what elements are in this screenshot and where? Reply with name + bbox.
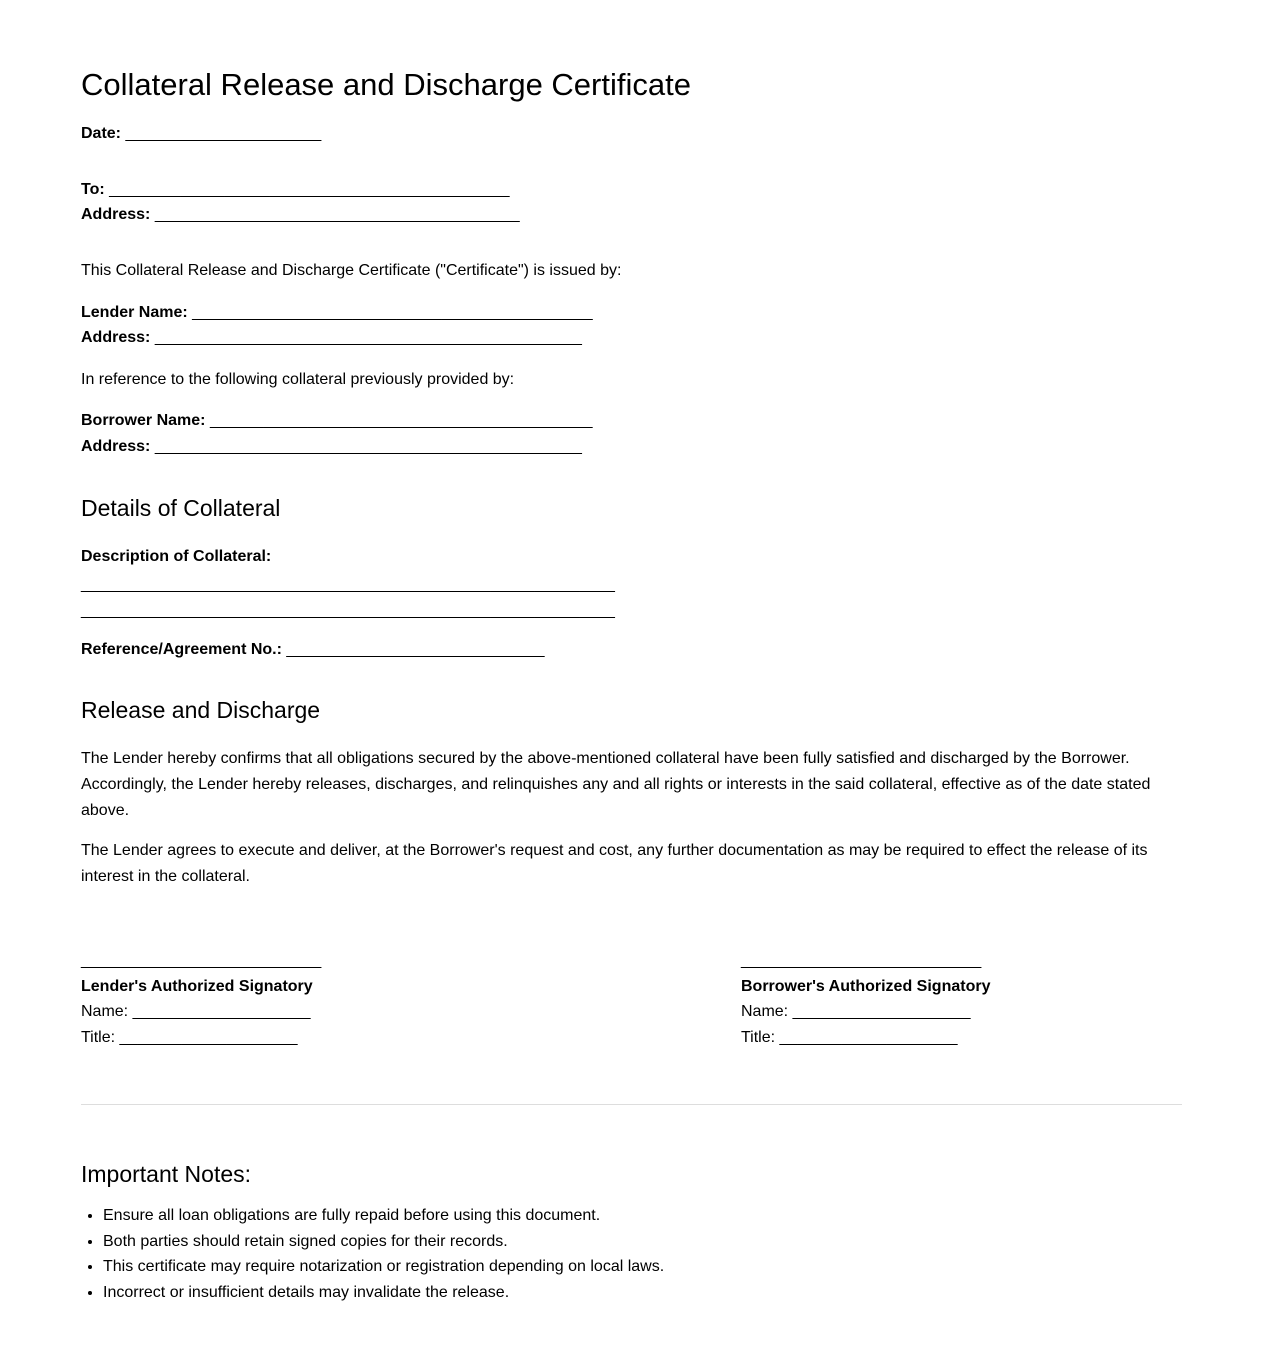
borrower-signature-block bbox=[741, 948, 990, 1050]
details-heading: Details of Collateral bbox=[81, 495, 281, 521]
reference-number-blank: _____________________________ bbox=[286, 641, 545, 658]
description-line-2: ____________________________________________________________ bbox=[81, 602, 615, 619]
borrower-signatory-name-label: Name: bbox=[741, 1003, 789, 1020]
lender-name-label: Lender Name: bbox=[81, 304, 188, 321]
recipient-address-blank: _________________________________________ bbox=[154, 206, 520, 223]
borrower-signatory-name-blank: ____________________ bbox=[792, 1003, 971, 1020]
lender-signature-line: ___________________________ bbox=[81, 952, 322, 969]
date-blank: ______________________ bbox=[125, 125, 322, 142]
lender-signature-block bbox=[81, 948, 321, 1050]
borrower-signatory-title: Borrower's Authorized Signatory bbox=[741, 977, 991, 995]
borrower-name-field bbox=[81, 411, 593, 431]
document-title: Collateral Release and Discharge Certificate bbox=[81, 67, 691, 102]
section-divider bbox=[81, 1104, 1182, 1105]
reference-number-label: Reference/Agreement No.: bbox=[81, 641, 282, 658]
lender-address-field bbox=[81, 328, 582, 348]
to-field bbox=[81, 180, 510, 200]
borrower-signatory-position bbox=[741, 1025, 990, 1051]
lender-signatory-position-blank: ____________________ bbox=[119, 1028, 298, 1046]
lender-signatory-position-label: Title: bbox=[81, 1028, 116, 1046]
release-paragraph-1: The Lender hereby confirms that all obligations secured by the above-mentioned collateral have been fully satisfied and discharged by the Borrower. Accordingly, the Lender hereby releases, discharges, and relinquishes any and all rights or interests in the said collateral, effective as of the date stated above. bbox=[81, 750, 1151, 819]
notes-list bbox=[81, 1203, 664, 1306]
borrower-name-blank: ___________________________________________ bbox=[209, 412, 593, 429]
lender-address-label: Address: bbox=[81, 329, 151, 346]
description-line-1: ____________________________________________________________ bbox=[81, 576, 615, 593]
borrower-address-blank: ________________________________________________ bbox=[154, 438, 582, 455]
lender-signatory-name-label: Name: bbox=[81, 1003, 129, 1020]
reference-number-field bbox=[81, 640, 544, 660]
lender-signatory-position bbox=[81, 1025, 321, 1051]
note-item: • Incorrect or insufficient details may invalidate the release. bbox=[103, 1280, 664, 1306]
borrower-name-label: Borrower Name: bbox=[81, 412, 206, 429]
lender-signatory-name-blank: ____________________ bbox=[132, 1003, 311, 1020]
release-heading: Release and Discharge bbox=[81, 697, 321, 723]
date-label: Date: bbox=[81, 125, 122, 142]
description-label: Description of Collateral: bbox=[81, 548, 272, 565]
date-field bbox=[81, 124, 321, 144]
lender-name-blank: _____________________________________________ bbox=[192, 304, 593, 321]
note-item: • Ensure all loan obligations are fully repaid before using this document. bbox=[103, 1203, 664, 1229]
borrower-address-field bbox=[81, 437, 582, 457]
note-item: • This certificate may require notarization or registration depending on local laws. bbox=[103, 1254, 664, 1280]
to-blank: _____________________________________________ bbox=[109, 181, 510, 198]
reference-text: In reference to the following collateral previously provided by: bbox=[81, 371, 515, 388]
to-label: To: bbox=[81, 181, 105, 198]
intro-text: This Collateral Release and Discharge Certificate ("Certificate") is issued by: bbox=[81, 262, 622, 279]
lender-address-blank: ________________________________________________ bbox=[154, 329, 582, 346]
borrower-signatory-name bbox=[741, 999, 990, 1025]
lender-signatory-name bbox=[81, 999, 321, 1025]
note-item: • Both parties should retain signed copies for their records. bbox=[103, 1229, 664, 1255]
lender-name-field bbox=[81, 303, 593, 323]
release-paragraph-2: The Lender agrees to execute and deliver, at the Borrower's request and cost, any further documentation as may be required to effect the release of its interest in the collateral. bbox=[81, 842, 1148, 885]
recipient-address-field bbox=[81, 205, 520, 225]
notes-heading: Important Notes: bbox=[81, 1161, 252, 1187]
borrower-signatory-position-blank: ____________________ bbox=[779, 1028, 958, 1046]
borrower-address-label: Address: bbox=[81, 438, 151, 455]
lender-signatory-title: Lender's Authorized Signatory bbox=[81, 977, 313, 995]
recipient-address-label: Address: bbox=[81, 206, 151, 223]
borrower-signatory-position-label: Title: bbox=[741, 1028, 776, 1046]
borrower-signature-line: ___________________________ bbox=[741, 952, 982, 969]
